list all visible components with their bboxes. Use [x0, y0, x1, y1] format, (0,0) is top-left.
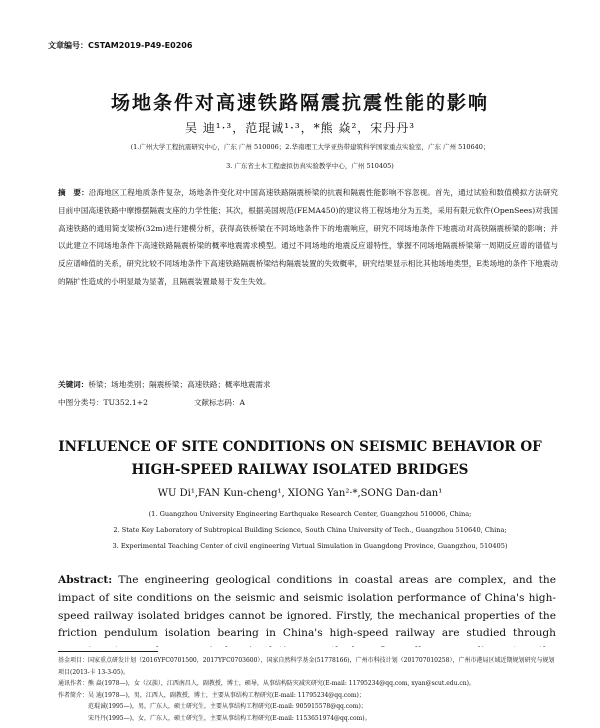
classification-line — [58, 397, 558, 408]
footnote-line: 范琨诚(1995—)，男，广东人，硕士研究生，主要从事结构工程研究(E-mail: 905915578@qq.com)； — [88, 703, 367, 710]
abstract-en — [58, 572, 556, 647]
abstract-cn-text: 沿海地区工程地质条件复杂，场地条件变化对中国高速铁路隔震桥梁的抗震和隔震性能影响不容忽视。首先，通过试验和数值模拟方法研究目前中国高速铁路中摩擦摆隔震支座的力学性能；其次，根据美国规范(FEMA450)的建议将工程场地分为五类，采用有限元软件(OpenSees)对我国高速铁路的通用简支梁桥(32m)进行建模分析，获得高铁桥梁在不同场地条件下的地震响应，研究不同场地条件下地震动对高铁隔震桥梁的影响；并以此建立不同场地条件下高速铁路隔震桥梁的概率地震需求模型。通过不同场地的地震反应谱特性，掌握不同场地隔震桥梁第一周期反应谱的谱值与反应谱峰值的关系，研究比较不同场地条件下高速铁路隔震桥梁结构隔震装置的失效概率，研究结果显示相比其他场地类型，E类场地的条件下地震动的隔扩性造成的小明显最为显著，且隔震装置最易于发生失效。 — [58, 188, 558, 286]
title-en-line: HIGH-SPEED RAILWAY ISOLATED BRIDGES — [131, 462, 469, 478]
footnote-rule — [58, 651, 158, 652]
abstract-en-label: Abstract: — [58, 574, 113, 586]
authors-cn: 吴 迪¹·³，范琨诚¹·³，*熊 焱²，宋丹丹³ — [184, 121, 416, 135]
abstract-cn — [58, 184, 558, 291]
document-code: 文献标志码：A — [193, 398, 246, 407]
class-number: 中图分类号：TU352.1+2 — [58, 398, 148, 407]
affiliation-en-line: 2. State Key Laboratory of Subtropical Building Science, South China University of Tech., Guangzhou 510640, China; — [113, 526, 507, 534]
affiliation-cn-line: (1.广州大学工程抗震研究中心，广东 广州 510006；2.华南理工大学亚热带建筑科学国家重点实验室，广东 广州 510640； — [130, 143, 490, 151]
abstract-cn-label: 摘 要： — [58, 188, 89, 197]
keywords-cn — [58, 379, 558, 390]
affiliations-en — [40, 506, 580, 554]
authors-en: WU Di¹,FAN Kun-cheng¹, XIONG Yan²·*,SONG Dan-dan¹ — [157, 488, 443, 499]
affiliation-en-line: (1. Guangzhou University Engineering Earthquake Research Center, Guangzhou 510006, China; — [148, 510, 472, 518]
footnote-line: 通讯作者：熊 焱(1978—)，女（汉族），江西南昌人，副教授，博士，硕导，从事结构防灾减灾研究(E-mail: 11795234@qq.com, xyan@scut.edu.cn)。 — [58, 680, 475, 687]
affiliation-en-line: 3. Experimental Teaching Center of civil engineering Virtual Simulation in Guangdong Province, Guangzhou, 510405) — [112, 542, 508, 550]
keywords-cn-label: 关键词： — [58, 380, 89, 389]
footnote-line: 基金项目：国家重点研发计划（2016YFC0701500，2017YFC0703600），国家自然科学基金(51778166)，广州市科技计划（201707010258），广州市港局区域近期规划研究与规划项目(2013-卡 13-3-05)。 — [58, 657, 555, 676]
affiliation-cn-line: 3. 广东省土木工程虚拟仿真实验教学中心，广州 510405) — [226, 162, 394, 170]
abstract-en-text: The engineering geological conditions in coastal areas are complex, and the impact of site conditions on the seismic and seismic isolation performance of China's high-speed railway isolated bridges cannot be ignored. Firstly, the mechanical properties of the friction pendulum isolation bearing in China's high-speed railway are studied through — [58, 574, 556, 640]
article-id: 文章编号：CSTAM2019-P49-E0206 — [48, 41, 193, 50]
footnote-line: 作者简介：吴 迪(1978—)，男，江西人，副教授，博士，主要从事结构工程研究(E-mail: 11795234@qq.com)； — [58, 691, 365, 699]
title-en-line: INFLUENCE OF SITE CONDITIONS ON SEISMIC BEHAVIOR OF — [58, 439, 542, 455]
footnote-line: 宋丹丹(1995—)，女，广东人，硕士研究生，主要从事结构工程研究(E-mail: 1153651974@qq.com)。 — [88, 714, 371, 722]
keywords-cn-text: 桥梁；场地类别；隔震桥梁；高速铁路；概率地震需求 — [88, 380, 271, 389]
footnotes — [58, 655, 558, 724]
page-title-cn: 场地条件对高速铁路隔震抗震性能的影响 — [110, 92, 489, 114]
page-title-en — [0, 436, 600, 482]
affiliations-cn — [40, 138, 580, 176]
